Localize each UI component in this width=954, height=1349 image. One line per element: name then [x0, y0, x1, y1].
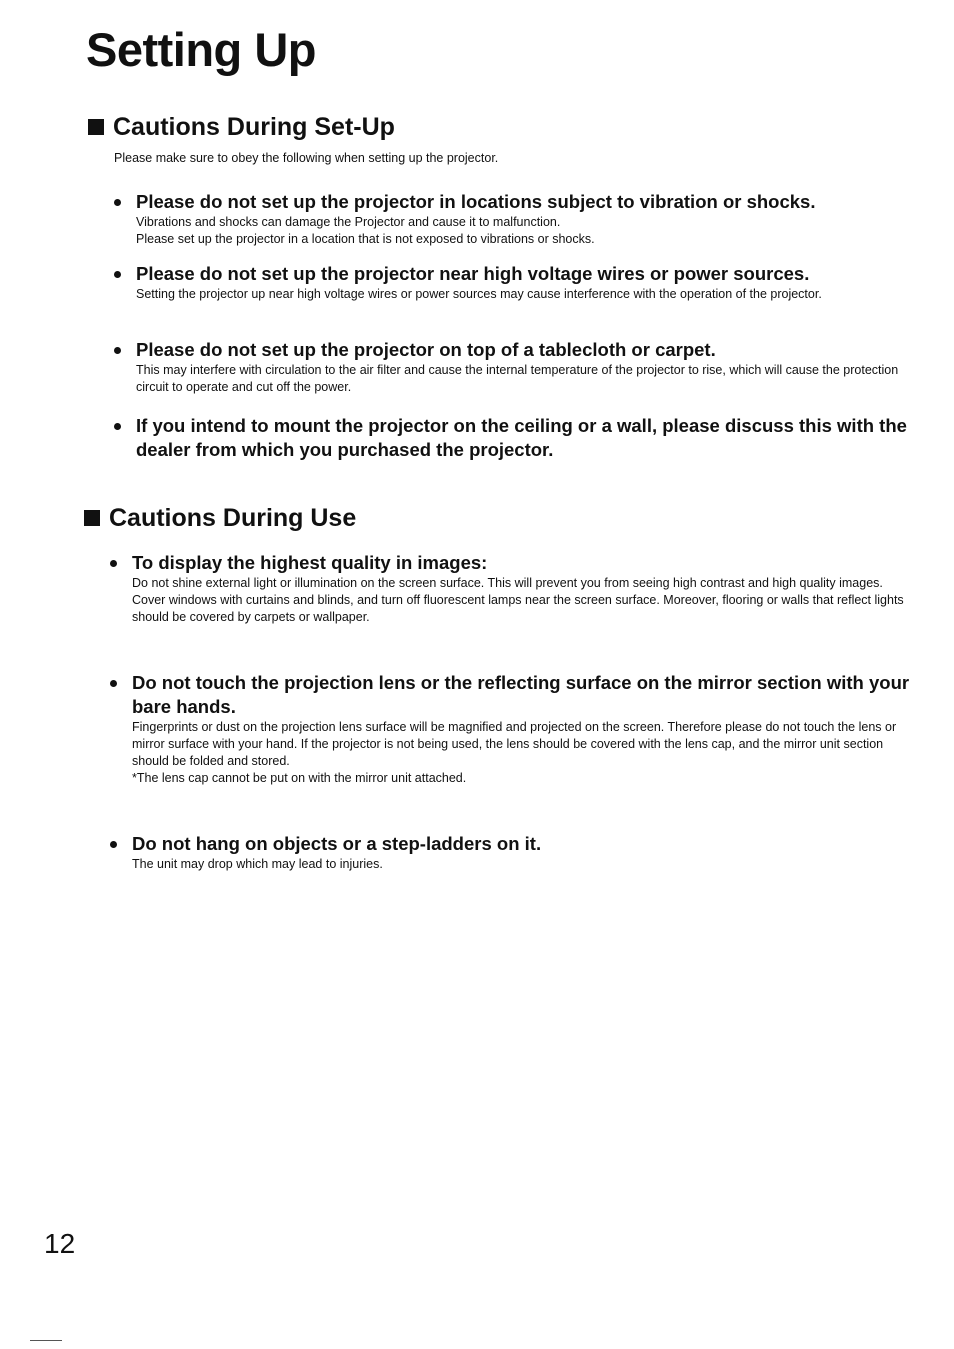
bullet-icon	[114, 271, 121, 278]
setup-item-high-voltage-body	[114, 286, 914, 303]
use-item-lens-touch-heading	[110, 671, 912, 719]
page-title: Setting Up	[86, 23, 316, 76]
use-item-step-ladder	[110, 832, 912, 873]
use-item-image-quality-body	[110, 575, 912, 626]
setup-item-vibration-title: Please do not set up the projector in locations subject to vibration or shocks.	[136, 191, 816, 212]
bullet-icon	[114, 423, 121, 430]
setup-item-high-voltage	[114, 262, 914, 303]
black-square-icon	[84, 510, 100, 526]
section-heading-setup	[88, 112, 395, 142]
use-item-image-quality	[110, 551, 912, 626]
setup-item-ceiling-mount-title: If you intend to mount the projector on the ceiling or a wall, please discuss this with the dealer from which you purchased the projector.	[136, 415, 907, 461]
use-item-step-ladder-body	[110, 856, 912, 873]
body-line: Please set up the projector in a location that is not exposed to vibrations or shocks.	[136, 231, 595, 246]
setup-item-vibration	[114, 190, 904, 248]
bullet-icon	[114, 199, 121, 206]
setup-item-high-voltage-heading	[114, 262, 914, 286]
use-item-lens-touch-body	[110, 719, 912, 787]
body-line: Do not shine external light or illumination on the screen surface. This will prevent you from seeing high contrast and high quality images. Cover windows with curtains and blinds, and turn off fluorescent lamps near the screen surface. Moreover, flooring or walls that reflect lights should be covered by carpets or wallpaper.	[132, 576, 904, 624]
bullet-icon	[110, 680, 117, 687]
bullet-icon	[110, 560, 117, 567]
setup-item-tablecloth-heading	[114, 338, 914, 362]
black-square-icon	[88, 119, 104, 135]
body-line: *The lens cap cannot be put on with the mirror unit attached.	[132, 770, 467, 785]
body-line: Setting the projector up near high voltage wires or power sources may cause interference with the operation of the projector.	[136, 287, 822, 302]
section-heading-setup-label: Cautions During Set-Up	[113, 113, 395, 141]
bullet-icon	[114, 347, 121, 354]
body-line: Vibrations and shocks can damage the Projector and cause it to malfunction.	[136, 215, 561, 230]
bullet-icon	[110, 841, 117, 848]
setup-item-vibration-body	[114, 214, 904, 248]
body-line: The unit may drop which may lead to injuries.	[132, 857, 383, 872]
section-heading-use-label: Cautions During Use	[109, 504, 357, 532]
body-line: This may interfere with circulation to the air filter and cause the internal temperature of the projector to rise, which will cause the protection circuit to operate and cut off the power.	[136, 363, 899, 394]
use-item-step-ladder-title: Do not hang on objects or a step-ladders on it.	[132, 833, 542, 854]
setup-item-ceiling-mount	[114, 414, 914, 462]
use-item-image-quality-heading	[110, 551, 912, 575]
page-number: 12	[44, 1228, 76, 1259]
section-heading-use	[84, 503, 356, 533]
setup-item-high-voltage-title: Please do not set up the projector near high voltage wires or power sources.	[136, 263, 810, 284]
setup-item-vibration-heading	[114, 190, 904, 214]
use-item-lens-touch-title: Do not touch the projection lens or the reflecting surface on the mirror section with your bare hands.	[132, 672, 910, 718]
use-item-lens-touch	[110, 671, 912, 787]
setup-item-tablecloth-title: Please do not set up the projector on top of a tablecloth or carpet.	[136, 339, 716, 360]
setup-item-tablecloth-body	[114, 362, 914, 396]
setup-item-ceiling-mount-heading	[114, 414, 914, 462]
use-item-image-quality-title: To display the highest quality in images:	[132, 552, 488, 573]
use-item-step-ladder-heading	[110, 832, 912, 856]
footer-rule	[30, 1340, 62, 1341]
setup-intro-text: Please make sure to obey the following when setting up the projector.	[114, 151, 499, 165]
body-line: Fingerprints or dust on the projection lens surface will be magnified and projected on the screen. Therefore please do not touch the lens or mirror surface with your hand. If the projector is not being used, the lens should be covered with the lens cap, and the mirror unit section should be folded and stored.	[132, 720, 897, 768]
setup-item-tablecloth	[114, 338, 914, 396]
